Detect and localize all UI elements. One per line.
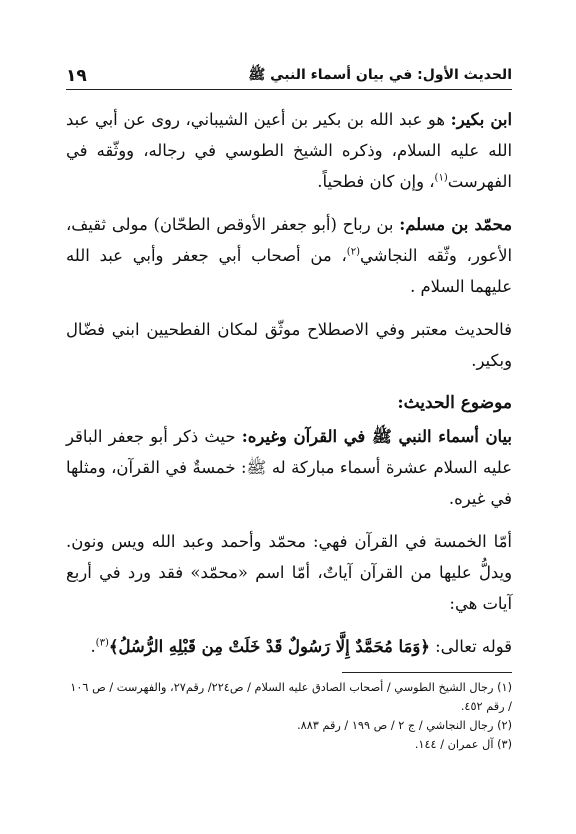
footnotes bbox=[66, 678, 512, 754]
paragraph-text: حيث ذكر أبو جعفر الباقر عليه السلام عشرة أسماء مباركة له ﷺ: خمسةٌ في القرآن، ومثلها في غيره. bbox=[66, 427, 512, 508]
paragraph-hadith-status bbox=[66, 314, 512, 376]
footnote-marker: (٢) bbox=[346, 246, 360, 258]
running-header bbox=[66, 58, 512, 90]
paragraph-prophet-names bbox=[66, 421, 512, 514]
footnote-marker: (١) bbox=[434, 172, 448, 184]
footnote-divider bbox=[342, 672, 512, 673]
paragraph-text: هو عبد الله بن بكير بن أعين الشيباني، روى عن أبي عبد الله عليه السلام، وذكره الشيخ الطوسي في رجاله، ووثّقه في الفهرست bbox=[66, 110, 512, 191]
section-heading: موضوع الحديث: bbox=[397, 393, 512, 413]
paragraph-muhammad-bin-muslim bbox=[66, 209, 512, 302]
paragraph-quran-verse bbox=[66, 631, 512, 662]
paragraph-text: أمّا الخمسة في القرآن فهي: محمّد وأحمد وعبد الله ويس ونون. ويدلُّ عليها من القرآن آياتٌ، أمّا اسم «محمّد» فقد ورد في أربع آيات هي: bbox=[66, 532, 512, 613]
header-title: الحديث الأول: في بيان أسماء النبي ﷺ bbox=[248, 67, 512, 83]
paragraph-text: بن رباح (أبو جعفر الأوقص الطحّان) مولى ثقيف، الأعور، وثّقه النجاشي bbox=[66, 215, 513, 265]
footnote-item: (١) رجال الشيخ الطوسي / أصحاب الصادق عليه السلام / ص٢٢٤/ رقم٢٧، والفهرست / ص ١٠٦ / رقم ٤٥٢. bbox=[70, 681, 512, 713]
paragraph-label: ابن بكير: bbox=[450, 110, 512, 129]
paragraph-ibn-bukayr bbox=[66, 104, 512, 197]
paragraph-label: بيان أسماء النبي ﷺ في القرآن وغيره: bbox=[241, 427, 512, 446]
page-number: ١٩ bbox=[66, 66, 87, 86]
paragraph-text-end: ، وإن كان فطحياً. bbox=[317, 172, 435, 191]
paragraph-text-end: ، من أصحاب أبي جعفر وأبي عبد الله عليهما السلام . bbox=[66, 246, 512, 296]
paragraph-five-names bbox=[66, 526, 512, 619]
footnote-marker: (٣) bbox=[95, 637, 109, 649]
paragraph-text: فالحديث معتبر وفي الاصطلاح موثّق لمكان الفطحيين ابني فضّال وبكير. bbox=[66, 320, 512, 370]
verse-lead: قوله تعالى: bbox=[435, 637, 512, 656]
paragraph-label: محمّد بن مسلم: bbox=[399, 215, 512, 234]
verse-end: . bbox=[90, 637, 96, 656]
footnote-item: (٢) رجال النجاشي / ج ٢ / ص ١٩٩ / رقم ٨٨٣. bbox=[297, 719, 512, 732]
main-text bbox=[66, 104, 512, 674]
quran-quote: ﴿وَمَا مُحَمَّدٌ إِلَّا رَسُولٌ قَدْ خَلَتْ مِن قَبْلِهِ الرُّسُلُ﴾ bbox=[108, 637, 430, 656]
footnote-item: (٣) آل عمران / ١٤٤. bbox=[414, 738, 512, 751]
